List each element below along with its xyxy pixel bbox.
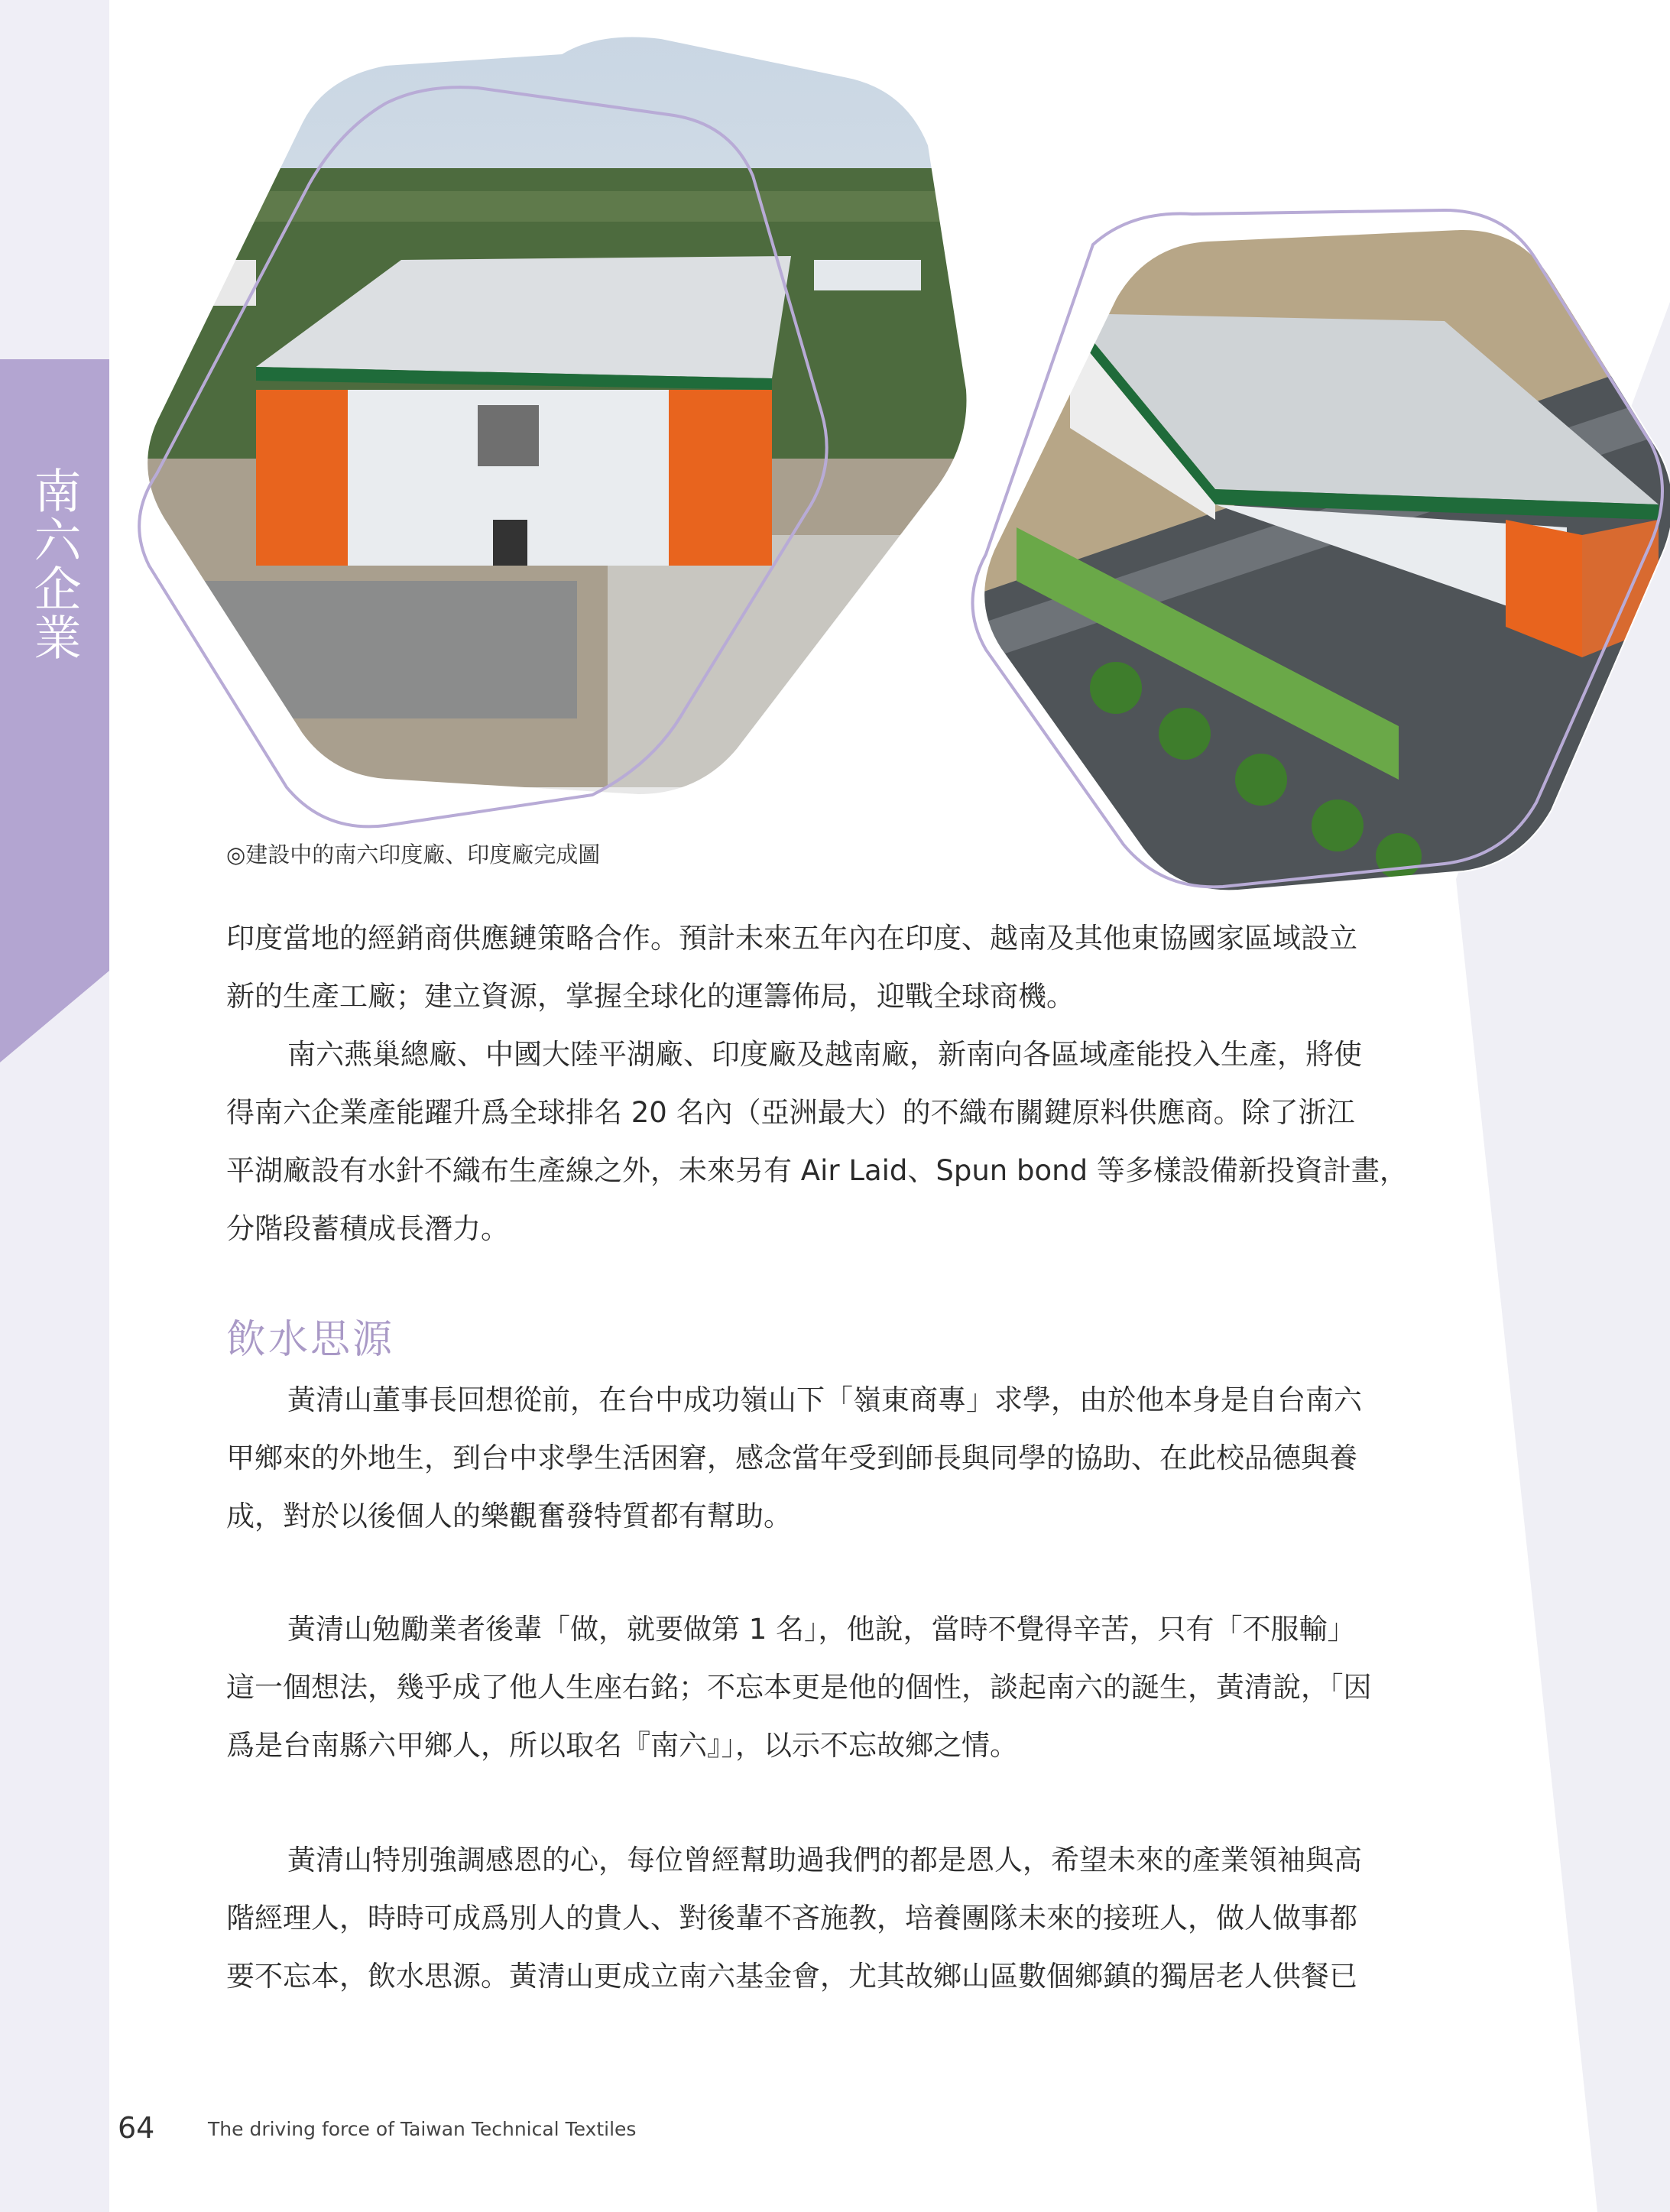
text-line: 南六燕巢總廠、中國大陸平湖廠、印度廠及越南廠，新南向各區域產能投入生產，將使 — [287, 1038, 1362, 1071]
text-line: 黃清山董事長回想從前，在台中成功嶺山下「嶺東商專」求學，由於他本身是自台南六 — [287, 1383, 1362, 1416]
intro-paragraph — [226, 910, 1452, 1026]
gratitude-paragraph — [226, 1831, 1452, 2006]
text-line: 得南六企業產能躍升爲全球排名 20 名內（亞洲最大）的不織布關鍵原料供應商。除了浙江 — [226, 1096, 1355, 1129]
section-heading: 飲水思源 — [226, 1317, 395, 1363]
expansion-paragraph — [226, 1026, 1452, 1258]
text-line: 黃清山勉勵業者後輩「做，就要做第 1 名」，他說，當時不覺得辛苦，只有「不服輸」 — [287, 1613, 1356, 1646]
text-line: 分階段蓄積成長潛力。 — [226, 1212, 509, 1245]
motto-paragraph — [226, 1601, 1452, 1775]
text-line: 甲鄉來的外地生，到台中求學生活困窘，感念當年受到師長與同學的協助、在此校品德與養 — [226, 1442, 1357, 1474]
india-factory-under-construction-photo — [134, 31, 974, 841]
text-line: 新的生產工廠；建立資源，掌握全球化的運籌佈局，迎戰全球商機。 — [226, 980, 1075, 1013]
india-factory-completed-rendering — [971, 199, 1670, 910]
footer-publication-title: The driving force of Taiwan Technical Textiles — [208, 2118, 637, 2140]
text-line: 爲是台南縣六甲鄉人，所以取名『南六』」，以示不忘故鄉之情。 — [226, 1729, 1018, 1762]
text-line: 階經理人，時時可成爲別人的貴人、對後輩不吝施教，培養團隊未來的接班人，做人做事都 — [226, 1902, 1357, 1935]
side-tab-label: 南六企業 — [26, 466, 82, 662]
text-line: 成，對於以後個人的樂觀奮發特質都有幫助。 — [226, 1500, 792, 1533]
photo-caption: ◎建設中的南六印度廠、印度廠完成圖 — [226, 842, 601, 868]
schooling-paragraph — [226, 1371, 1452, 1545]
text-line: 要不忘本，飲水思源。黃清山更成立南六基金會，尤其故鄉山區數個鄉鎮的獨居老人供餐已 — [226, 1960, 1357, 1993]
text-line: 黃清山特別強調感恩的心，每位曾經幫助過我們的都是恩人，希望未來的產業領袖與高 — [287, 1844, 1362, 1876]
text-line: 這一個想法，幾乎成了他人生座右銘；不忘本更是他的個性，談起南六的誕生，黃清說，「因 — [226, 1671, 1372, 1704]
page-number: 64 — [118, 2111, 155, 2145]
text-line: 印度當地的經銷商供應鏈策略合作。預計未來五年內在印度、越南及其他東協國家區域設立 — [226, 922, 1357, 955]
text-line: 平湖廠設有水針不織布生產線之外，未來另有 Air Laid、Spun bond 等多樣設備新投資計畫， — [226, 1154, 1408, 1187]
